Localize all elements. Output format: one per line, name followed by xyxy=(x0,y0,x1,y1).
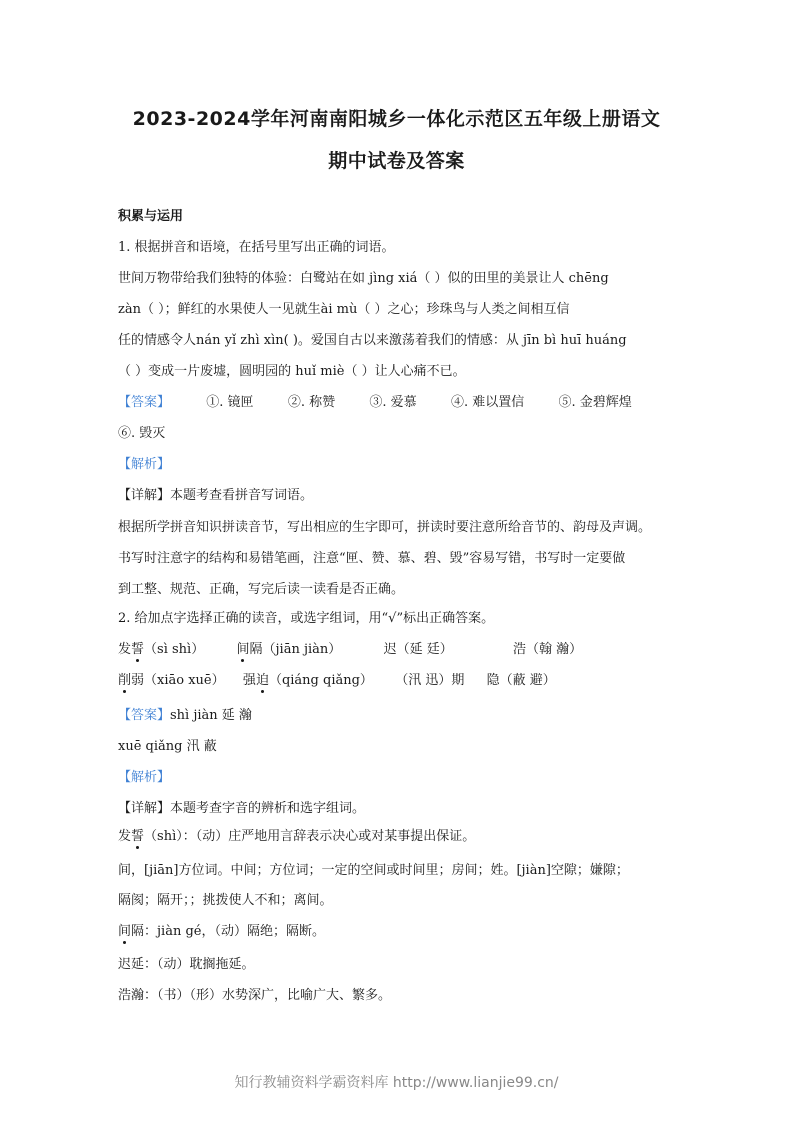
q2-explanation-2: 间，[jiān]方位词。中间；方位词；一定的空间或时间里；房间；姓。[jiàn]空隙；嫌隙； xyxy=(118,863,629,878)
q1-text-line4: （ ）变成一片废墟，圆明园的 huǐ miè（ ）让人心痛不已。 xyxy=(118,364,466,379)
q2-explanation-3: 隔阂；隔开；；挑拨使人不和；离间。 xyxy=(118,893,333,908)
q2-analysis-label: 【解析】 xyxy=(118,770,171,785)
q2-explanation-1: 发誓（shì）：（动）庄严地用言辞表示决心或对某事提出保证。 xyxy=(118,829,476,844)
answer-item: ②. 称赞 xyxy=(287,395,336,410)
q1-detail: 【详解】本题考查看拼音写词语。 xyxy=(118,488,314,503)
dotted-char: 间 xyxy=(118,924,132,939)
q1-answer-6: ⑥. 毁灭 xyxy=(118,426,166,441)
q2-explanation-5: 迟延：（动）耽搁拖延。 xyxy=(118,957,255,972)
q1-explanation-1: 根据所学拼音知识拼读音节，写出相应的生字即可，拼读时要注意所给音节的、韵母及声调。 xyxy=(118,520,652,535)
dotted-char: 间 xyxy=(236,642,250,657)
answer-label: 【答案】 xyxy=(118,708,171,723)
doc-title-line1: 2023-2024学年河南南阳城乡一体化示范区五年级上册语文 xyxy=(132,108,661,130)
q1-text-line2: zàn（ ）；鲜红的水果使人一见就生ài mù（ ）之心；珍珠鸟与人类之间相互信 xyxy=(118,302,570,317)
q1-prompt: 1. 根据拼音和语境，在括号里写出正确的词语。 xyxy=(118,240,395,255)
page-footer: 知行教辅资料学霸资料库 http://www.lianjie99.cn/ xyxy=(234,1075,559,1091)
dotted-char: 迫 xyxy=(255,673,269,688)
q1-analysis-label: 【解析】 xyxy=(118,457,171,472)
q1-text-line3: 任的情感令人nán yǐ zhì xìn( )。爱国自古以来激荡着我们的情感：从 jīn bì huī huáng xyxy=(118,333,627,348)
q2-explanation-4: 间隔：jiàn gé，（动）隔绝；隔断。 xyxy=(118,924,325,939)
answer-item: ①. 镜匣 xyxy=(206,395,254,410)
dotted-char: 削 xyxy=(118,673,132,688)
dotted-char: 誓 xyxy=(131,642,145,657)
answer-item: ④. 难以置信 xyxy=(450,395,525,410)
answer-item: ③. 爱慕 xyxy=(369,395,417,410)
q1-answer-row xyxy=(118,394,632,412)
answer-item: ⑤. 金碧辉煌 xyxy=(558,395,632,410)
q2-answer-line2: xuē qiǎng 汛 蔽 xyxy=(118,739,217,754)
q2-prompt: 2. 给加点字选择正确的读音，或选字组词，用“√”标出正确答案。 xyxy=(118,611,495,626)
q1-explanation-2: 书写时注意字的结构和易错笔画，注意“匣、赞、慕、碧、毁”容易写错，书写时一定要做 xyxy=(118,551,626,566)
q1-text-line1: 世间万物带给我们独特的体验：白鹭站在如 jìng xiá（ ）似的田里的美景让人 chēng xyxy=(118,271,609,286)
q2-detail: 【详解】本题考查字音的辨析和选字组词。 xyxy=(118,801,366,816)
q2-row2: 削弱（xiāo xuē） 强迫（qiáng qiǎng） （汛 迅）期 隐（蔽 避） xyxy=(118,673,556,688)
q2-explanation-6: 浩瀚：（书）（形）水势深广，比喻广大、繁多。 xyxy=(118,988,392,1003)
q2-row1: 发誓（sì shì） 间隔（jiān jiàn） 迟（延 廷） 浩（翰 瀚） xyxy=(118,642,583,657)
answer-label: 【答案】 xyxy=(118,395,171,410)
q1-explanation-3: 到工整、规范、正确，写完后读一读看是否正确。 xyxy=(118,582,405,597)
dotted-char: 誓 xyxy=(131,829,145,844)
q2-answer-line1: 【答案】shì jiàn 延 瀚 xyxy=(118,708,252,723)
section-heading: 积累与运用 xyxy=(118,209,184,224)
doc-title-line2: 期中试卷及答案 xyxy=(328,150,465,172)
